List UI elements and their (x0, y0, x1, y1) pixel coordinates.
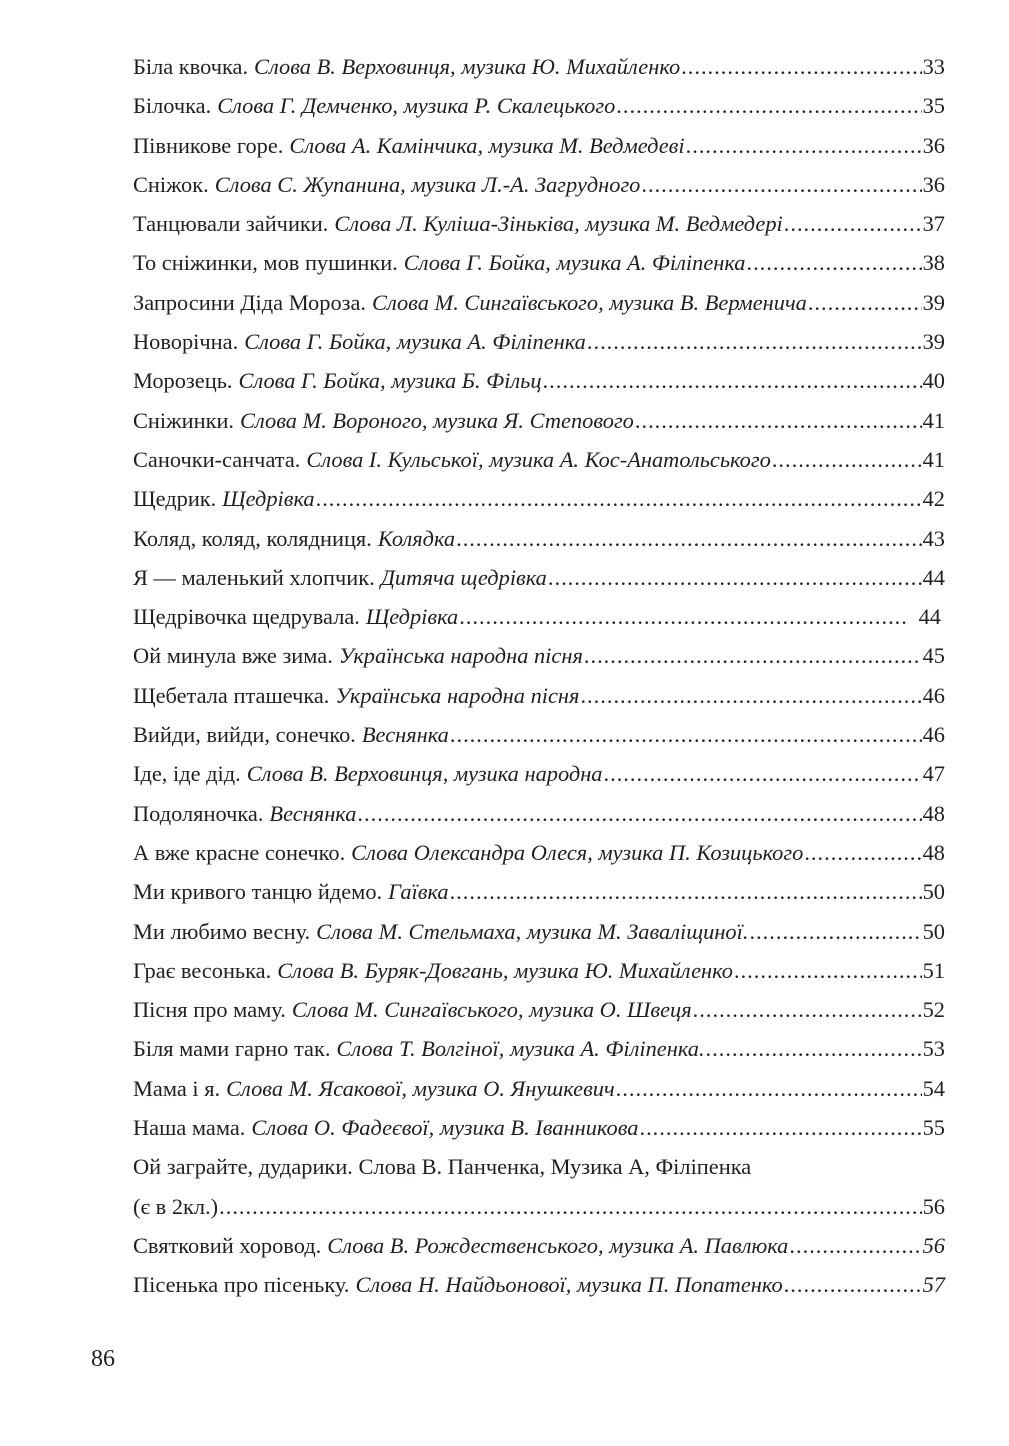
page-ref: 56 (922, 1193, 945, 1219)
song-title: То сніжинки, мов пушинки. (133, 250, 398, 276)
song-title: Щедрівочка щедрувала. (133, 604, 360, 630)
toc-entry (133, 211, 945, 250)
dot-leader (543, 368, 922, 394)
song-title: Святковий хоровод. (133, 1232, 322, 1258)
song-title: Ой минула вже зима. (133, 643, 333, 669)
dot-leader (587, 329, 922, 355)
dot-leader (706, 1036, 922, 1062)
song-credits: Слова Г. Бойка, музика А. Філіпенка (244, 329, 586, 355)
song-credits: Слова О. Фадеєвої, музика В. Іванникова (251, 1115, 639, 1141)
toc-entry (133, 1076, 945, 1115)
song-title: Танцювали зайчики. (133, 211, 329, 237)
toc-entry (133, 643, 945, 682)
dot-leader (316, 486, 922, 512)
page-ref: 33 (922, 54, 945, 79)
page-ref: 48 (922, 800, 945, 826)
dot-leader (635, 408, 922, 434)
table-of-contents (133, 54, 945, 1312)
song-title: Запросини Діда Мороза. (133, 289, 367, 315)
song-credits: Слова В. Верховинця, музика народна (246, 761, 603, 787)
dot-leader (459, 604, 907, 630)
page-number: 86 (91, 1346, 115, 1372)
song-title: Вийди, вийди, сонечко. (133, 722, 356, 748)
song-credits: Слова М. Вороного, музика Я. Степового (240, 407, 634, 433)
page-ref: 57 (922, 1272, 945, 1298)
page-ref: 50 (922, 918, 945, 944)
song-title: Я — маленький хлопчик. (133, 564, 375, 590)
dot-leader (616, 93, 921, 119)
dot-leader (639, 1115, 921, 1141)
page-ref: 43 (922, 525, 945, 551)
song-credits: Слова М. Ясакової, музика О. Янушкевич (226, 1075, 615, 1101)
song-title: Саночки-санчата. (133, 446, 301, 472)
page-ref: 52 (922, 997, 945, 1023)
song-credits: Веснянка (269, 800, 357, 826)
song-title: Пісня про маму. (133, 997, 286, 1023)
dot-leader (641, 172, 921, 198)
toc-entry (133, 683, 945, 722)
song-title: Ми кривого танцю йдемо. (133, 879, 383, 905)
toc-entry (133, 1272, 945, 1311)
toc-entry (133, 133, 945, 172)
dot-leader (693, 997, 922, 1023)
song-credits: Слова В. Буряк-Довгань, музика Ю. Михайленко (277, 957, 733, 983)
song-credits: Слова С. Жупанина, музика Л.-А. Загрудного (214, 171, 641, 197)
song-credits: Щедрівка (365, 604, 459, 630)
dot-leader (604, 761, 922, 787)
toc-entry (133, 604, 945, 643)
toc-entry (133, 958, 945, 997)
page-ref: 36 (922, 132, 945, 158)
song-title: Біла квочка. (133, 54, 249, 79)
page-ref: 46 (922, 722, 945, 748)
page-ref: 55 (922, 1115, 945, 1141)
toc-entry (133, 172, 945, 211)
toc-entry (133, 408, 945, 447)
dot-leader (746, 250, 921, 276)
song-title: Біля мами гарно так. (133, 1036, 331, 1062)
page-ref: 44 (922, 564, 945, 590)
song-title: Подоляночка. (133, 800, 264, 826)
song-title: Білочка. (133, 93, 212, 119)
song-title: Ой заграйте, дударики. Слова В. Панченка, Музика А, Філіпенка (133, 1154, 752, 1180)
song-title: Іде, іде дід. (133, 761, 241, 787)
page-ref: 39 (922, 289, 945, 315)
toc-entry (133, 565, 945, 604)
toc-entry-first-line (133, 1154, 945, 1193)
song-title: Коляд, коляд, колядниця. (133, 525, 372, 551)
toc-entry (133, 801, 945, 840)
dot-leader (584, 643, 922, 669)
page-ref: 48 (922, 839, 945, 865)
song-credits: Слова М. Сингаївського, музика В. Верменича (372, 289, 807, 315)
toc-entry (133, 290, 945, 329)
dot-leader (734, 958, 922, 984)
page-ref: 41 (922, 407, 945, 433)
page-ref: 41 (922, 446, 945, 472)
toc-entry-continuation (133, 1194, 945, 1233)
song-credits: Слова Т. Волгіної, музика А. Філіпенка. (336, 1036, 705, 1062)
song-credits: Слова М. Стельмаха, музика М. Заваліщиної. (316, 918, 749, 944)
song-title: Новорічна. (133, 329, 239, 355)
toc-entry (133, 486, 945, 525)
page-ref: 53 (922, 1036, 945, 1062)
toc-entry (133, 447, 945, 486)
song-credits: Слова Н. Найдьонової, музика П. Попатенко (355, 1272, 783, 1298)
dot-leader (772, 447, 922, 473)
toc-entry (133, 1036, 945, 1075)
song-title: Пісенька про пісеньку. (133, 1272, 350, 1298)
toc-entry (133, 54, 945, 93)
toc-entry (133, 919, 945, 958)
song-credits: Веснянка (361, 722, 449, 748)
toc-entry (133, 761, 945, 800)
toc-entry (133, 1233, 945, 1272)
page-ref: 37 (922, 211, 945, 237)
dot-leader (789, 1233, 921, 1259)
song-credits: Слова Г. Бойка, музика Б. Фільц (238, 368, 542, 394)
song-credits: Слова А. Камінчика, музика М. Ведмедеві (289, 132, 685, 158)
page-ref: 45 (922, 643, 945, 669)
page-ref: 50 (922, 879, 945, 905)
song-credits: Колядка (377, 525, 456, 551)
toc-entry (133, 879, 945, 918)
song-title: Ми любимо весну. (133, 918, 311, 944)
dot-leader (219, 1194, 921, 1220)
song-title: Півникове горе. (133, 132, 284, 158)
song-credits: Українська народна пісня (338, 643, 583, 669)
page-ref: 39 (922, 329, 945, 355)
song-credits: Дитяча щедрівка (380, 564, 547, 590)
dot-leader (686, 133, 922, 159)
song-credits: Слова В. Рождественського, музика А. Павлюка (327, 1232, 789, 1258)
page-ref: 56 (922, 1232, 945, 1258)
song-title: Щедрик. (133, 486, 217, 512)
page-ref: 42 (922, 486, 945, 512)
toc-entry (133, 329, 945, 368)
song-credits: Слова Г. Демченко, музика Р. Скалецького (217, 93, 616, 119)
song-title: Морозець. (133, 368, 233, 394)
song-title: Сніжок. (133, 171, 209, 197)
song-credits: Слова В. Верховинця, музика Ю. Михайленко (254, 54, 681, 79)
dot-leader (681, 54, 921, 80)
song-credits: Слова М. Сингаївського, музика О. Швеця (291, 997, 692, 1023)
song-credits: Щедрівка (222, 486, 315, 512)
dot-leader (616, 1076, 922, 1102)
dot-leader (804, 840, 921, 866)
song-credits: Слова Г. Бойка, музика А. Філіпенка (403, 250, 746, 276)
song-title: А вже красне сонечко. (133, 839, 346, 865)
song-title: Наша мама. (133, 1115, 246, 1141)
dot-leader (450, 879, 922, 905)
page-ref: 51 (922, 957, 945, 983)
toc-entry (133, 1115, 945, 1154)
dot-leader (784, 1272, 922, 1298)
toc-entry (133, 997, 945, 1036)
song-credits: Українська народна пісня (335, 682, 580, 708)
song-credits: Слова Олександра Олеся, музика П. Козицького (351, 839, 804, 865)
dot-leader (357, 801, 921, 827)
page-ref: 47 (922, 761, 945, 787)
song-title: Сніжинки. (133, 407, 235, 433)
toc-entry (133, 368, 945, 407)
song-credits: Гаївка (388, 879, 449, 905)
page-ref: 54 (922, 1075, 945, 1101)
song-title: Грає весонька. (133, 957, 272, 983)
toc-entry (133, 93, 945, 132)
song-title: Мама і я. (133, 1075, 221, 1101)
page-ref: 36 (922, 171, 945, 197)
page-ref: 38 (922, 250, 945, 276)
dot-leader (450, 722, 922, 748)
dot-leader (580, 683, 921, 709)
song-note: (є в 2кл.) (133, 1193, 219, 1219)
page-ref: 44 (918, 604, 941, 630)
toc-entry (133, 250, 945, 289)
page-ref: 35 (922, 93, 945, 119)
toc-entry (133, 840, 945, 879)
song-credits: Слова І. Кульської, музика А. Кос-Анатольського (306, 446, 771, 472)
dot-leader (784, 211, 922, 237)
dot-leader (808, 290, 922, 316)
song-credits: Слова Л. Куліша-Зіньківа, музика М. Ведмедері (334, 211, 783, 237)
page-ref: 46 (922, 682, 945, 708)
dot-leader (548, 565, 922, 591)
toc-entry (133, 722, 945, 761)
page-ref: 40 (922, 368, 945, 394)
toc-entry (133, 526, 945, 565)
dot-leader (456, 526, 922, 552)
dot-leader (749, 919, 921, 945)
song-title: Щебетала пташечка. (133, 682, 330, 708)
